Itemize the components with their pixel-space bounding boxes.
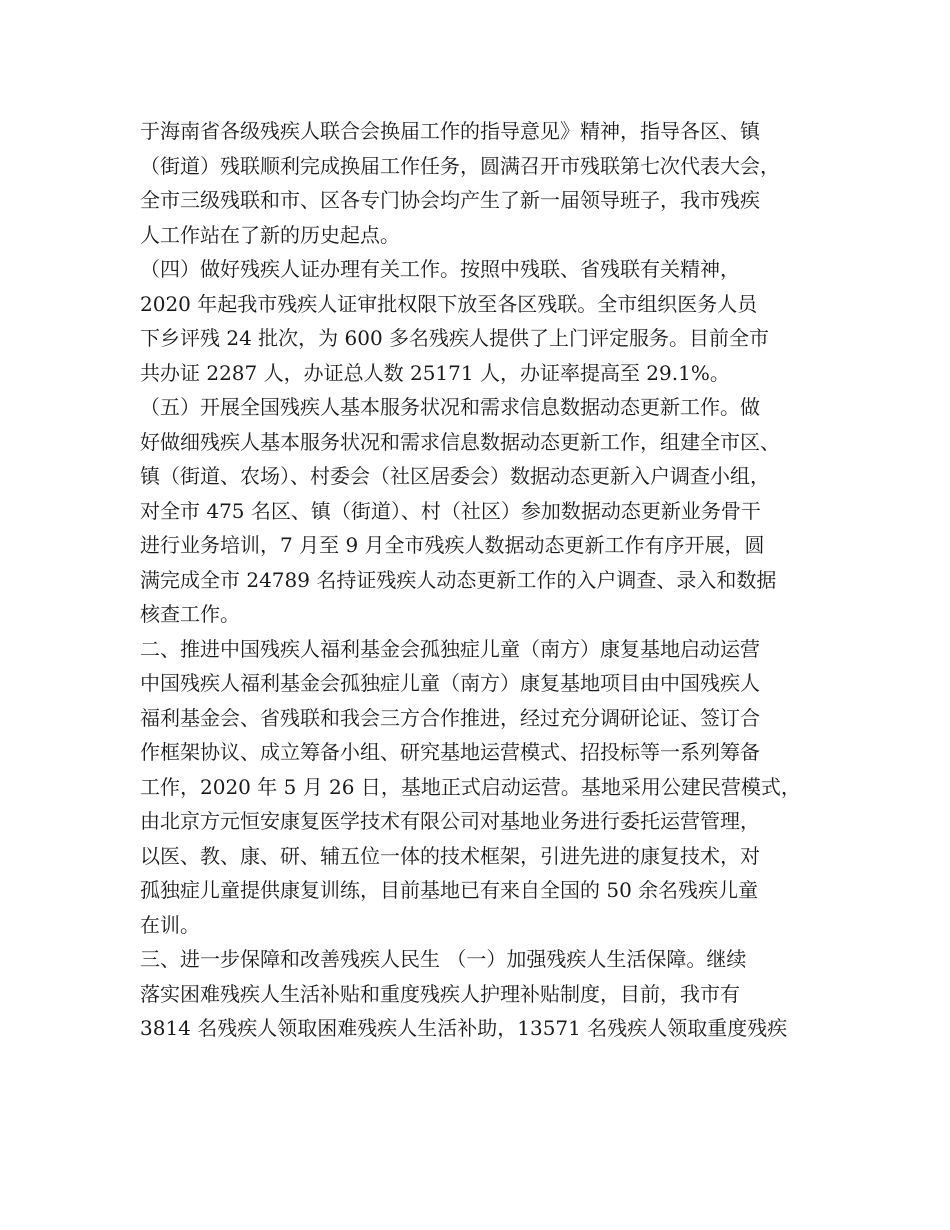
section-heading-5: （五）开展全国残疾人基本服务状况和需求信息数据动态更新工作。做 (140, 395, 760, 419)
text-line: 作框架协议、成立筹备小组、研究基地运营模式、招投标等一系列筹备 (140, 740, 760, 764)
text-line: 孤独症儿童提供康复训练，目前基地已有来自全国的 50 余名残疾儿童 (140, 878, 759, 902)
text-line: 全市三级残联和市、区各专门协会均产生了新一届领导班子，我市残疾 (140, 188, 760, 212)
document-body (140, 114, 830, 1046)
text-line: 对全市 475 名区、镇（街道）、村（社区）参加数据动态更新业务骨干 (140, 498, 761, 523)
text-line: 工作，2020 年 5 月 26 日，基地正式启动运营。基地采用公建民营模式， (140, 774, 801, 799)
text-line: （街道）残联顺利完成换届工作任务，圆满召开市残联第七次代表大会， (140, 153, 780, 178)
text-line: 共办证 2287 人，办证总人数 25171 人，办证率提高至 29.1%。 (140, 360, 730, 385)
text-line: 落实困难残疾人生活补贴和重度残疾人护理补贴制度，目前，我市有 (140, 981, 740, 1006)
text-line: 人工作站在了新的历史起点。 (140, 222, 400, 247)
text-line: 3814 名残疾人领取困难残疾人生活补助，13571 名残疾人领取重度残疾 (140, 1016, 788, 1040)
text-line: 于海南省各级残疾人联合会换届工作的指导意见》精神，指导各区、镇 (140, 119, 760, 143)
text-line: 在训。 (140, 912, 200, 937)
text-line: 福利基金会、省残联和我会三方合作推进，经过充分调研论证、签订合 (140, 705, 760, 730)
text-line: 核查工作。 (140, 602, 240, 626)
text-line: 以医、教、康、研、辅五位一体的技术框架，引进先进的康复技术，对 (140, 843, 760, 868)
section-heading-2: 二、推进中国残疾人福利基金会孤独症儿童（南方）康复基地启动运营 (140, 636, 760, 661)
text-line: 下乡评残 24 批次，为 600 多名残疾人提供了上门评定服务。目前全市 (140, 326, 770, 350)
section-heading-4: （四）做好残疾人证办理有关工作。按照中残联、省残联有关精神， (140, 257, 740, 281)
text-line: 满完成全市 24789 名持证残疾人动态更新工作的入户调查、录入和数据 (140, 567, 777, 592)
text-line: 2020 年起我市残疾人证审批权限下放至各区残联。全市组织医务人员 (140, 291, 758, 316)
section-heading-3: 三、进一步保障和改善残疾人民生 （一）加强残疾人生活保障。继续 (140, 947, 747, 971)
text-line: 进行业务培训，7 月至 9 月全市残疾人数据动态更新工作有序开展，圆 (140, 533, 765, 557)
text-line: 好做细残疾人基本服务状况和需求信息数据动态更新工作，组建全市区、 (140, 429, 780, 454)
text-line: 中国残疾人福利基金会孤独症儿童（南方）康复基地项目由中国残疾人 (140, 671, 760, 695)
text-line: 由北京方元恒安康复医学技术有限公司对基地业务进行委托运营管理， (140, 809, 760, 833)
text-line: 镇（街道、农场）、村委会（社区居委会）数据动态更新入户调查小组， (140, 464, 770, 488)
